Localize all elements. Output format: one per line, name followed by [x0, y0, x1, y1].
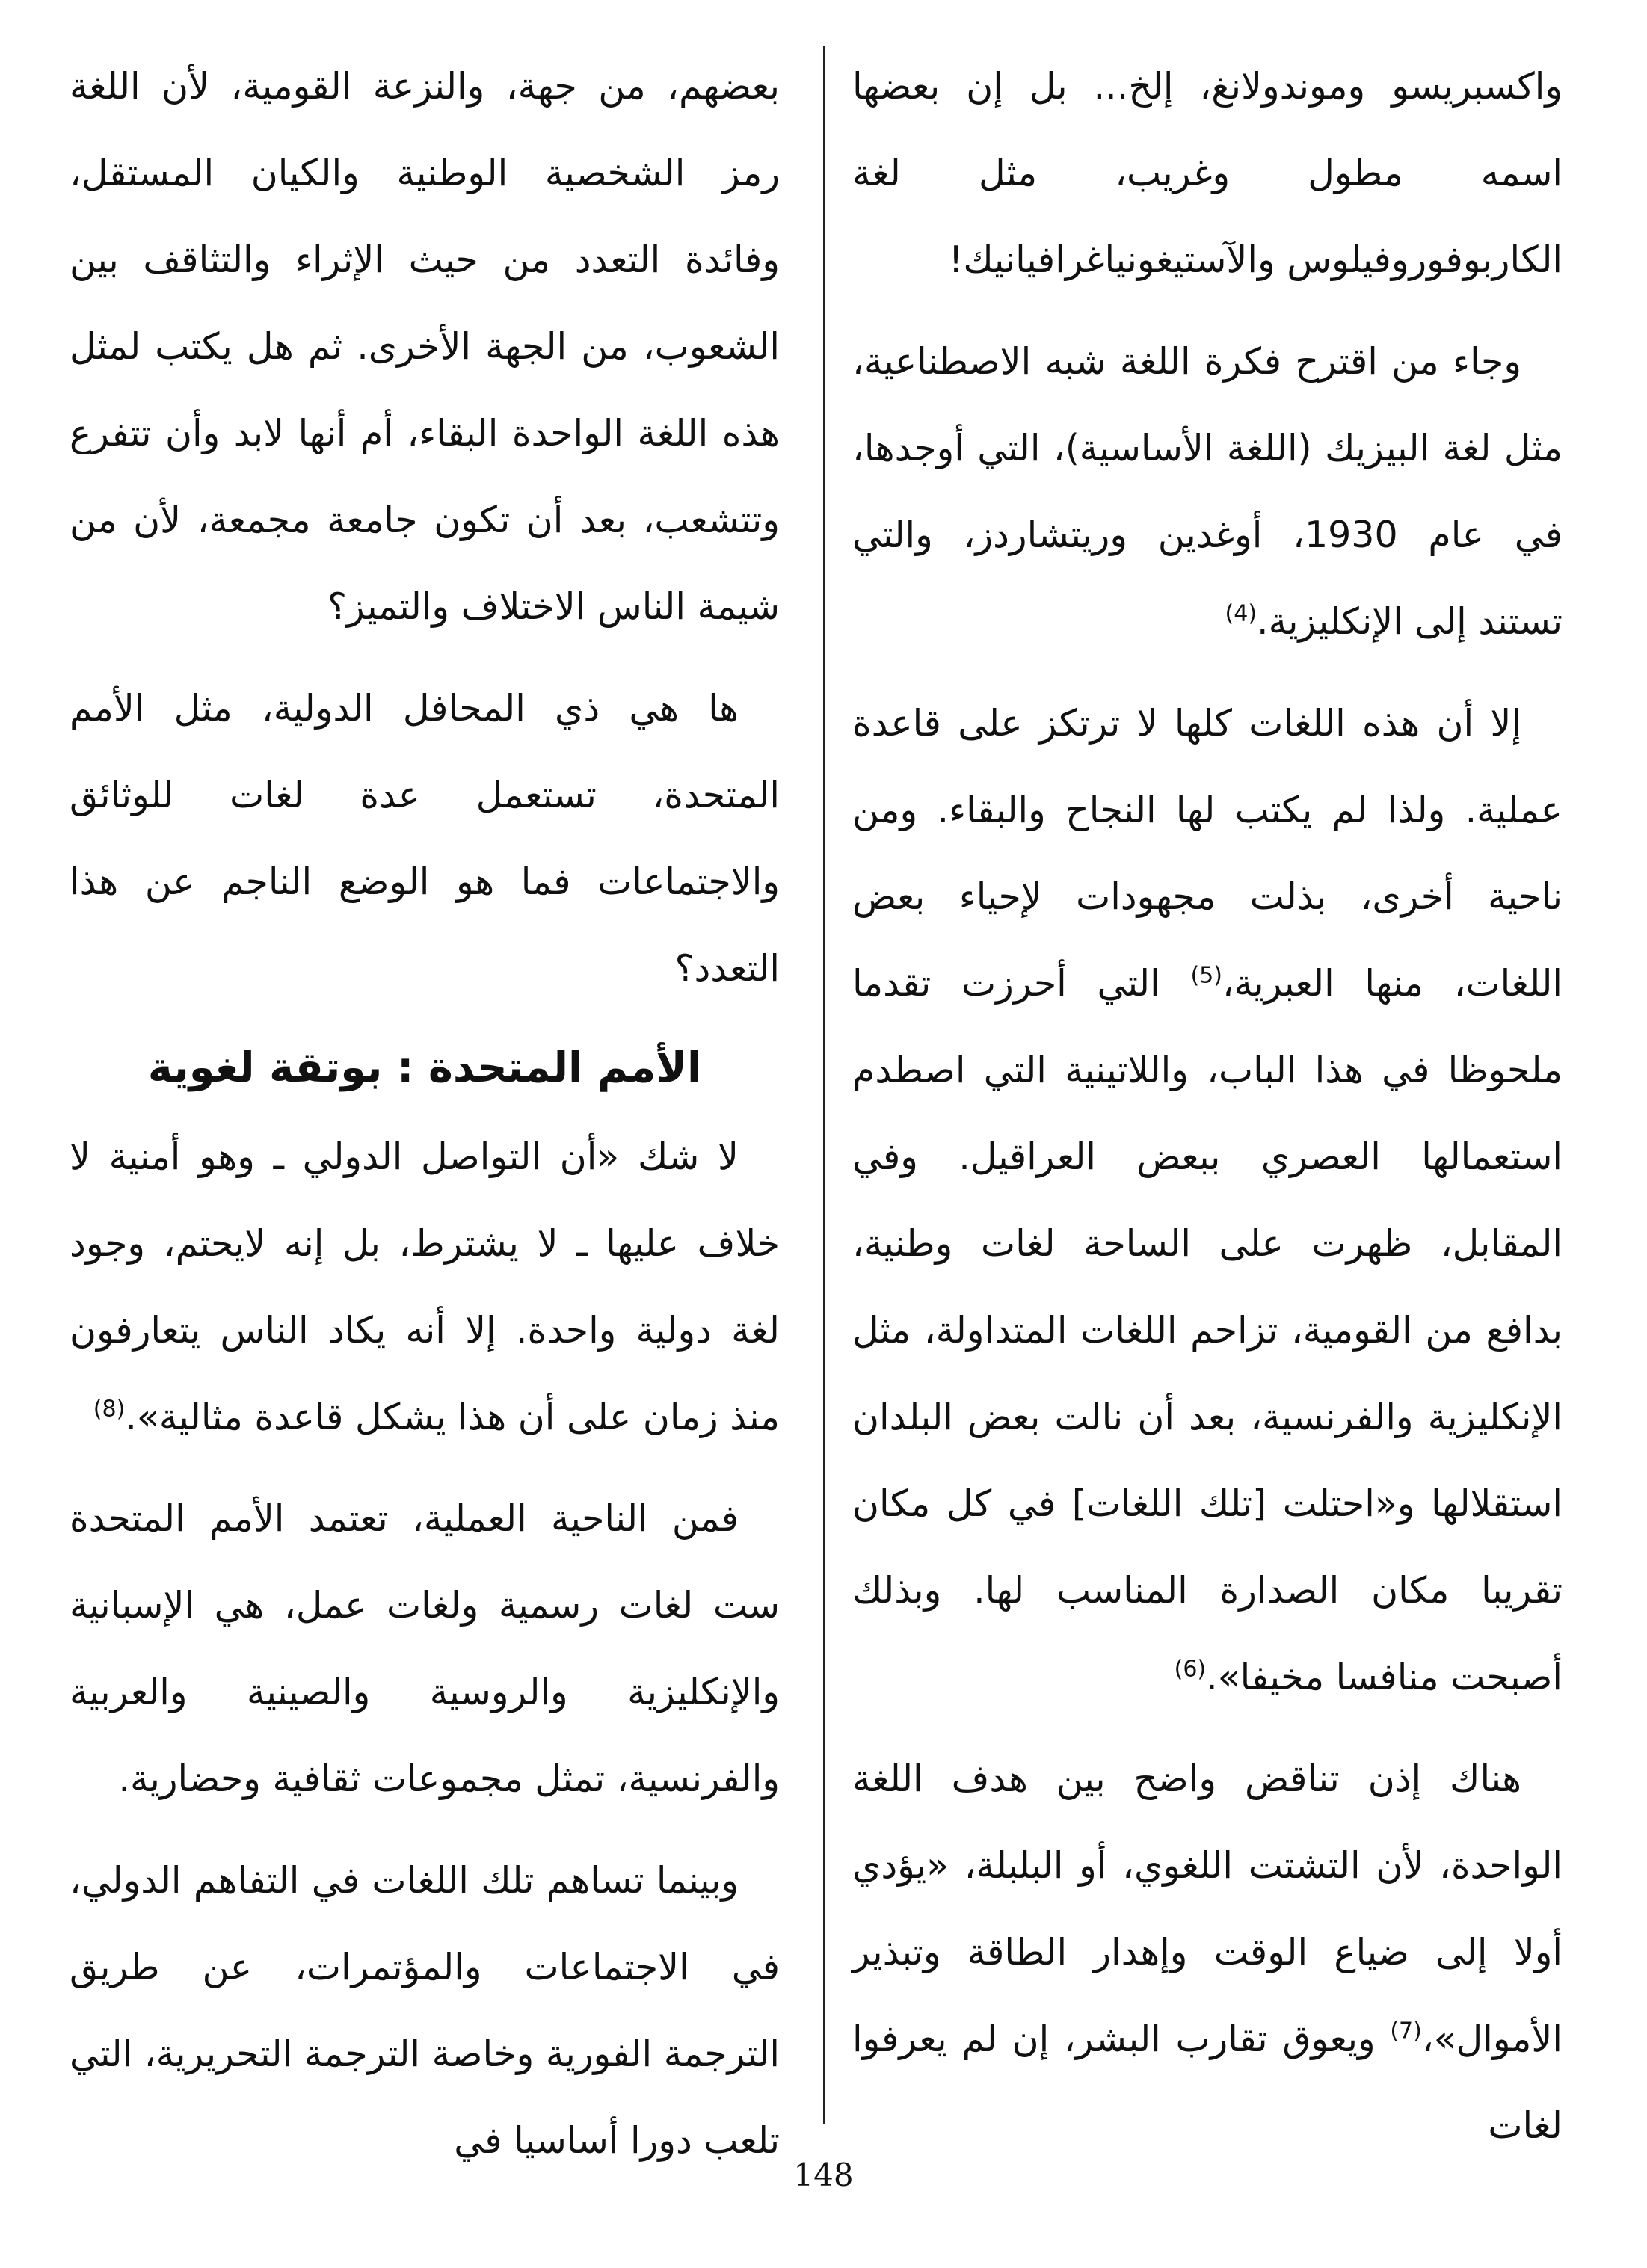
paragraph-text: واكسبريسو وموندولانغ، إلخ... بل إن بعضها اسمه مطول وغريب، مثل لغة الكاربوفوروفيلوس والآستيغونياغرافيانيك! [852, 65, 1563, 281]
left-column [70, 43, 780, 2199]
paragraph [852, 43, 1563, 303]
paragraph-text: لا شك «أن التواصل الدولي ـ وهو أمنية لا خلاف عليها ـ لا يشترط، بل إنه لايحتم، وجود لغة دولية واحدة. إلا أنه يكاد الناس يتعارفون منذ زمان على أن هذا يشكل قاعدة مثالية». [70, 1135, 780, 1438]
paragraph [70, 1114, 780, 1461]
paragraph-text: ها هي ذي المحافل الدولية، مثل الأمم المتحدة، تستعمل عدة لغات للوثائق والاجتماعات فما هو الوضع الناجم عن هذا التعدد؟ [70, 687, 780, 990]
paragraph-text: وبينما تساهم تلك اللغات في التفاهم الدولي، في الاجتماعات والمؤتمرات، عن طريق الترجمة الفورية وخاصة الترجمة التحريرية، التي تلعب دورا أساسيا في [70, 1859, 780, 2162]
paragraph-text: ويعوق تقارب البشر، إن لم يعرفوا لغات [852, 2018, 1563, 2147]
paragraph [70, 43, 780, 650]
paragraph [70, 665, 780, 1012]
paragraph-text: هناك إذن تناقض واضح بين هدف اللغة الواحدة، لأن التشتت اللغوي، أو البلبلة، «يؤدي أولا إلى ضياع الوقت وإهدار الطاقة وتبذير الأموال»، [852, 1757, 1563, 2060]
footnote-ref: (8) [93, 1396, 126, 1423]
footnote-ref: (5) [1190, 962, 1222, 989]
right-column [852, 43, 1563, 2184]
paragraph-text: وجاء من اقترح فكرة اللغة شبه الاصطناعية، مثل لغة البيزيك (اللغة الأساسية)، التي أوجدها، في عام 1930، أوغدين وريتشاردز، والتي تستند إلى الإنكليزية. [852, 340, 1563, 643]
page-number: 148 [793, 2157, 854, 2193]
paragraph [70, 1476, 780, 1822]
paragraph [70, 1837, 780, 2184]
footnote-ref: (6) [1174, 1656, 1207, 1683]
paragraph-text: التي أحرزت تقدما ملحوظا في هذا الباب، واللاتينية التي اصطدم استعمالها العصري ببعض العراقيل. وفي المقابل، ظهرت على الساحة لغات وطنية، بدافع من القومية، تزاحم اللغات المتداولة، مثل الإنكليزية والفرنسية، بعد أن نالت بعض البلدان استقلالها و«احتلت [تلك اللغات] في كل مكان تقريبا مكان الصدارة المناسب لها. وبذلك أصبحت منافسا مخيفا». [852, 962, 1563, 1698]
footnote-ref: (7) [1390, 2018, 1422, 2044]
paragraph-text: إلا أن هذه اللغات كلها لا ترتكز على قاعدة عملية. ولذا لم يكتب لها النجاح والبقاء. ومن ناحية أخرى، بذلت مجهودات لإحياء بعض اللغات، منها العبرية، [852, 702, 1563, 1005]
column-divider [823, 46, 825, 2124]
paragraph [852, 1736, 1563, 2169]
paragraph [852, 318, 1563, 665]
paragraph-text: بعضهم، من جهة، والنزعة القومية، لأن اللغة رمز الشخصية الوطنية والكيان المستقل، وفائدة التعدد من حيث الإثراء والتثاقف بين الشعوب، من الجهة الأخرى. ثم هل يكتب لمثل هذه اللغة الواحدة البقاء، أم أنها لابد وأن تتفرع وتتشعب، بعد أن تكون جامعة مجمعة، لأن من شيمة الناس الاختلاف والتميز؟ [70, 65, 780, 628]
paragraph-text: فمن الناحية العملية، تعتمد الأمم المتحدة ست لغات رسمية ولغات عمل، هي الإسبانية والإنكليزية والروسية والصينية والعربية والفرنسية، تمثل مجموعات ثقافية وحضارية. [70, 1497, 780, 1800]
section-heading: الأمم المتحدة : بوتقة لغوية [147, 1044, 702, 1092]
footnote-ref: (4) [1225, 600, 1257, 627]
paragraph [852, 680, 1563, 1721]
